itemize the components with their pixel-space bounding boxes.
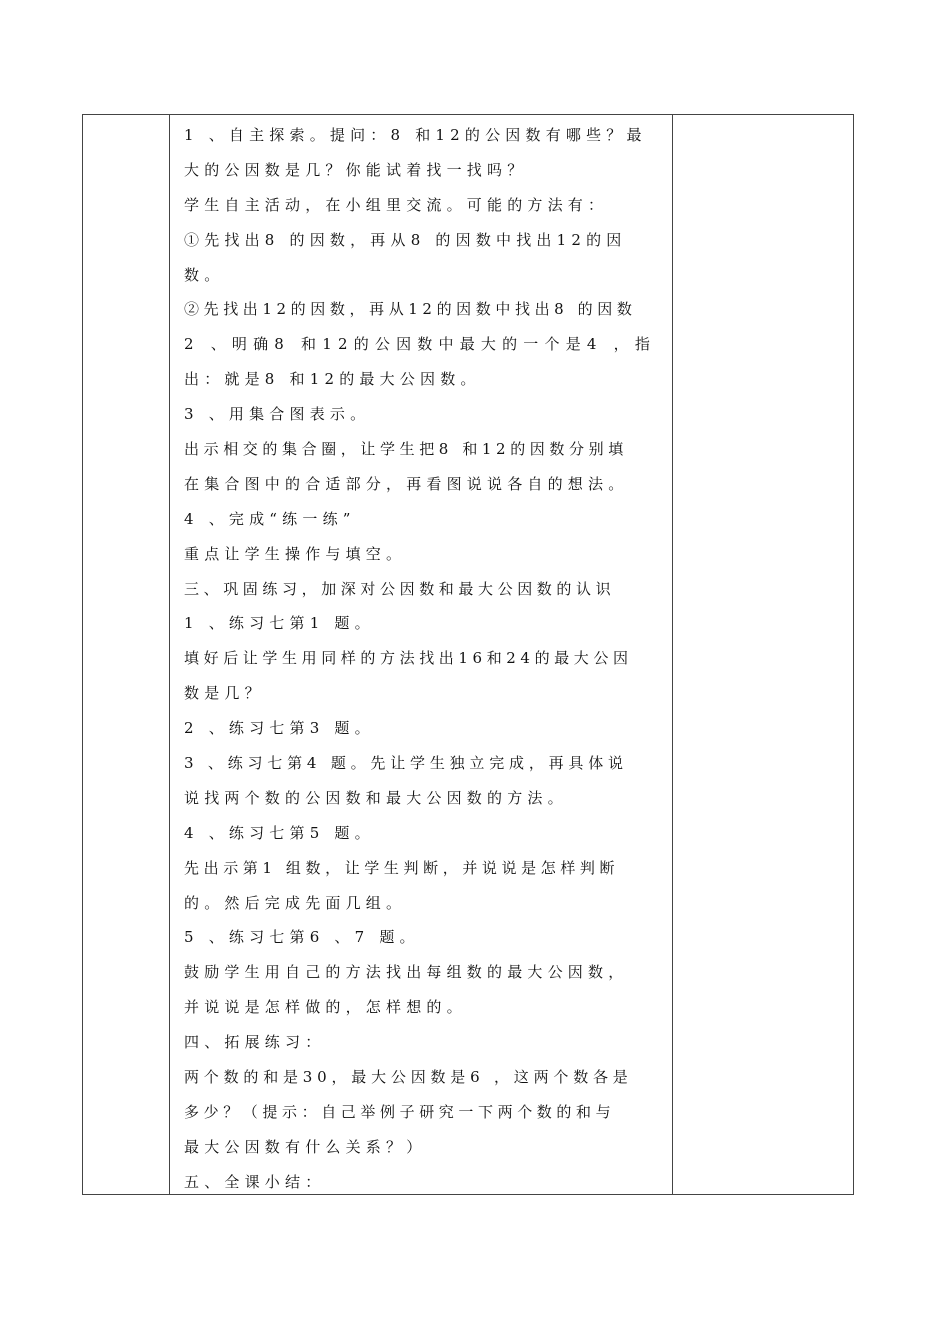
text-line: 并说说是怎样做的，怎样想的。 (184, 998, 467, 1017)
text-line: 5 、练习七第6 、7 题。 (184, 928, 420, 947)
text-line: 的。然后完成先面几组。 (184, 893, 407, 912)
text-line: 3 、练习七第4 题。先让学生独立完成，再具体说 (184, 754, 628, 773)
section-heading: 四、拓展练习： (184, 1033, 326, 1052)
text-line: 出示相交的集合圈，让学生把8 和12的因数分别填 (184, 440, 628, 459)
text-line: 2 、明确8 和12的公因数中最大的一个是4 ，指 (184, 335, 657, 354)
text-line: 先出示第1 组数，让学生判断，并说说是怎样判断 (184, 858, 620, 877)
text-line: ①先找出8 的因数，再从8 的因数中找出12的因 (184, 230, 627, 249)
text-line: 最大公因数有什么关系？） (184, 1137, 427, 1156)
text-line: 在集合图中的合适部分，再看图说说各自的想法。 (184, 474, 629, 493)
section-heading: 三、巩固练习，加深对公因数和最大公因数的认识 (184, 579, 616, 598)
text-line: 1 、练习七第1 题。 (184, 614, 375, 633)
section-heading: 五、全课小结： (184, 1172, 326, 1191)
text-line: 多少？（提示：自己举例子研究一下两个数的和与 (184, 1102, 616, 1121)
text-line: ②先找出12的因数，再从12的因数中找出8 的因数 (184, 300, 637, 319)
text-line: 出：就是8 和12的最大公因数。 (184, 370, 481, 389)
text-line: 2 、练习七第3 题。 (184, 719, 375, 738)
text-line: 4 、完成“练一练” (184, 509, 356, 528)
text-line: 3 、用集合图表示。 (184, 405, 371, 424)
column-divider-right (672, 115, 673, 1194)
lesson-content-cell (184, 118, 660, 1200)
text-line: 数是几？ (184, 684, 265, 703)
text-line: 说找两个数的公因数和最大公因数的方法。 (184, 788, 568, 807)
text-line: 重点让学生操作与填空。 (184, 544, 407, 563)
text-line: 两个数的和是30，最大公因数是6 ，这两个数各是 (184, 1068, 633, 1087)
text-line: 鼓励学生用自己的方法找出每组数的最大公因数， (184, 963, 629, 982)
text-line: 4 、练习七第5 题。 (184, 823, 375, 842)
text-line: 学生自主活动，在小组里交流。可能的方法有： (184, 195, 609, 214)
column-divider-left (169, 115, 170, 1194)
text-line: 1 、自主探索。提问：8 和12的公因数有哪些？最 (184, 126, 647, 144)
text-line: 大的公因数是几？你能试着找一找吗？ (184, 160, 528, 179)
text-line: 填好后让学生用同样的方法找出16和24的最大公因 (184, 649, 633, 668)
text-line: 数。 (184, 265, 225, 284)
